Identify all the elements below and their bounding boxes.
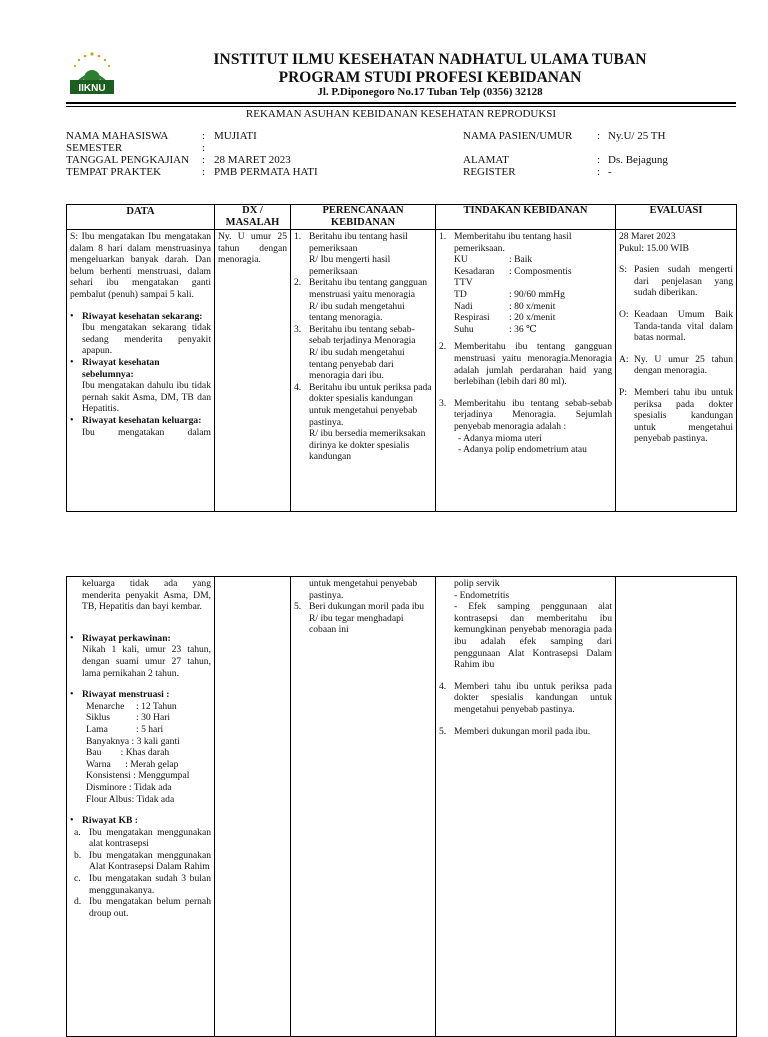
list-item xyxy=(439,681,612,716)
tanggal-value: 28 MARET 2023 xyxy=(214,154,291,166)
vital-value: : Baik xyxy=(509,254,533,266)
eval-s xyxy=(619,264,733,299)
list-item xyxy=(294,324,432,382)
riwayat-menstruasi-title: • Riwayat menstruasi : xyxy=(82,689,170,701)
action-cell xyxy=(436,230,616,512)
vital-value: : 90/60 mmHg xyxy=(509,288,565,300)
item-number: 2. xyxy=(294,277,302,289)
riwayat-sekarang-title: • Riwayat kesehatan sekarang: xyxy=(82,310,203,322)
vital-row xyxy=(454,277,612,289)
plan-cell xyxy=(291,577,436,1037)
list-item xyxy=(70,689,211,805)
plan-list xyxy=(291,230,435,511)
list-item xyxy=(70,415,211,438)
action-text: Memberitahu ibu tentang hasil pemeriksaan. xyxy=(454,231,572,254)
evaluation-cell xyxy=(616,577,737,1037)
kb-text: Ibu mengatakan belum pernah droup out. xyxy=(89,896,211,919)
plan-cell xyxy=(291,230,436,512)
plan-text: Beritahu ibu tentang sebab-sebab terjadinya Menoragia xyxy=(309,323,416,347)
vital-row xyxy=(454,254,612,266)
col-header-perencanaan: PERENCANAAN KEBIDANAN xyxy=(291,205,436,230)
menstruasi-value: : 5 hari xyxy=(136,723,164,735)
riwayat-sekarang-text: Ibu mengatakan sekarang tidak sedang menderita penyakit apapun. xyxy=(82,322,211,357)
action-continued: polip servik xyxy=(454,578,500,589)
kb-text: Ibu mengatakan sudah 3 bulan menggunakanya. xyxy=(89,873,211,896)
item-number: 5. xyxy=(294,601,302,613)
plan-result: R/ ibu bersedia memeriksakan dirinya ke dokter spesialis kandungan xyxy=(309,428,426,463)
list-item xyxy=(439,398,612,433)
vital-value: : 36 ℃ xyxy=(509,323,537,335)
eval-text: Memberi tahu ibu untuk periksa pada dokter spesialis kandungan untuk mengetahui penyebab pastinya. xyxy=(634,386,733,445)
pasien-value: Ny.U/ 25 TH xyxy=(608,130,666,142)
item-number: 1. xyxy=(294,231,302,242)
soap-letter: A: xyxy=(619,353,629,365)
nama-mahasiswa-label: NAMA MAHASISWA xyxy=(66,130,169,142)
register-value: - xyxy=(608,166,612,178)
menstruasi-label: Lama xyxy=(86,723,108,735)
vital-row xyxy=(454,312,612,324)
vital-value: : 20 x/menit xyxy=(509,312,556,324)
item-number: 1. xyxy=(439,231,447,242)
riwayat-sebelumnya-title: • Riwayat kesehatan sebelumnya: xyxy=(82,356,160,380)
eval-text: Keadaan Umum Baik Tanda-tanda vital dalam batas normal. xyxy=(634,308,733,344)
item-number: 4. xyxy=(294,381,302,393)
kb-text: Ibu mengatakan menggunakan Alat Kontrasepsi Dalam Rahim xyxy=(89,849,211,873)
item-letter: d. xyxy=(74,896,82,908)
item-number: 2. xyxy=(439,341,447,353)
eval-a xyxy=(619,354,733,377)
header-rule-thin xyxy=(66,106,736,107)
vital-row xyxy=(454,301,612,313)
riwayat-kb-title: • Riwayat KB : xyxy=(82,815,138,827)
plan-text: Beritahu ibu tentang hasil pemeriksaan xyxy=(309,231,408,254)
dx-cell xyxy=(215,577,291,1037)
plan-result: R/ ibu sudah mengetahui tentang penyebab dari menoragia dari ibu. xyxy=(309,346,405,382)
kb-text: Ibu mengatakan menggunakan alat kontrasepsi xyxy=(89,826,211,850)
list-item xyxy=(70,357,211,415)
menstruasi-line: Disminore : Tidak ada xyxy=(86,781,172,793)
register-label: REGISTER xyxy=(463,166,516,178)
nama-mahasiswa-value: MUJIATI xyxy=(214,130,257,142)
menstruasi-label: Menarche xyxy=(86,700,125,712)
data-cell xyxy=(67,230,215,512)
eval-text: Pasien sudah mengerti dari penjelasan yang sudah diberikan. xyxy=(634,264,733,299)
action-text: Memberitahu ibu tentang sebab-sebab terjadinya Menoragia. Sejumlah penyebab menoragia adalah : xyxy=(454,397,612,432)
table-header-row xyxy=(67,205,737,230)
institution-logo xyxy=(66,50,118,100)
item-number: 3. xyxy=(294,323,302,335)
list-item xyxy=(74,827,211,850)
address: Jl. P.Diponegoro No.17 Tuban Telp (0356) 32128 xyxy=(317,86,543,98)
menstruasi-row xyxy=(82,724,211,736)
list-item xyxy=(439,726,612,738)
menstruasi-row xyxy=(82,712,211,724)
item-letter: a. xyxy=(74,826,81,838)
menstruasi-line: Bau : Khas darah xyxy=(86,747,170,759)
eval-p xyxy=(619,387,733,445)
riwayat-perkawinan-title: • Riwayat perkawinan: xyxy=(82,632,171,644)
item-number: 3. xyxy=(439,397,447,409)
soap-letter: S: xyxy=(619,264,628,276)
riwayat-keluarga-title: • Riwayat kesehatan keluarga: xyxy=(82,414,202,426)
cause-item: - Adanya mioma uteri xyxy=(458,432,542,444)
cause-item: - Efek samping penggunaan alat kontrasepsi dan memberitahu ibu kemungkinan penyebab menoragia pada ibu adalah efek samping dari penggunaan Alat Kontrasepsi Dalam Rahim ibu xyxy=(454,601,612,671)
document-title: REKAMAN ASUHAN KEBIDANAN KESEHATAN REPRODUKSI xyxy=(245,108,557,120)
item-letter: b. xyxy=(74,849,82,861)
col-header-data: DATA xyxy=(67,205,215,230)
list-item xyxy=(294,601,432,613)
menstruasi-line: Banyaknya : 3 kali ganti xyxy=(86,735,180,747)
list-item xyxy=(74,873,211,896)
soap-letter: O: xyxy=(619,308,629,320)
plan-text: Beritahu ibu untuk periksa pada dokter spesialis kandungan untuk mengetahui penyebab pastinya. xyxy=(309,381,432,428)
tempat-label: TEMPAT PRAKTEK xyxy=(66,166,162,178)
action-text: Memberi dukungan moril pada ibu. xyxy=(454,725,591,737)
list-item xyxy=(74,850,211,873)
eval-o xyxy=(619,309,733,344)
riwayat-sebelumnya-text: Ibu mengatakan dahulu ibu tidak pernah sakit Asma, DM, TB dan Hepatitis. xyxy=(82,380,211,415)
vital-value: : Composmentis xyxy=(509,265,572,277)
colon: : xyxy=(597,166,601,178)
eval-time: Pukul: 15.00 WIB xyxy=(619,242,689,254)
list-item xyxy=(294,382,432,463)
vital-row xyxy=(454,324,612,336)
col-header-evaluasi: EVALUASI xyxy=(616,205,737,230)
vital-value: : 80 x/menit xyxy=(509,300,556,312)
plan-continued: untuk mengetahui penyebab pastinya. xyxy=(309,578,418,601)
colon: : xyxy=(202,154,206,166)
plan-result: R/ Ibu mengerti hasil pemeriksaan xyxy=(309,254,391,277)
eval-text: Ny. U umur 25 tahun dengan menoragia. xyxy=(634,353,733,377)
institution-name: INSTITUT ILMU KESEHATAN NADHATUL ULAMA TUBAN xyxy=(213,51,647,68)
subjective-text: S: Ibu mengatakan Ibu mengatakan dalam 8 hari dalam menstruasinya mengeluarkan banyak darah. Dan belum berhenti menstruasi, dalam sehari ibu mengatakan ganti pembalut (penuh) sampai 5 kali. xyxy=(70,231,211,300)
eval-date: 28 Maret 2023 xyxy=(619,231,676,242)
menstruasi-lines xyxy=(82,736,211,806)
action-cell xyxy=(436,577,616,1037)
table-row xyxy=(67,577,737,1037)
kb-list xyxy=(70,827,211,920)
cause-item: - Adanya polip endometrium atau xyxy=(458,444,587,456)
menstruasi-row xyxy=(82,701,211,713)
riwayat-keluarga-text: Ibu mengatakan dalam xyxy=(82,426,211,438)
item-number: 4. xyxy=(439,680,447,692)
list-item xyxy=(70,633,211,679)
alamat-value: Ds. Bejagung xyxy=(608,154,668,166)
logo-text: IIKNU xyxy=(78,83,106,94)
menstruasi-line: Konsistensi : Menggumpal xyxy=(86,770,190,782)
vital-label: TTV xyxy=(454,277,473,289)
action-text: Memberitahu ibu tentang gangguan menstruasi yaitu menoragia.Menoragia adalah jumlah perdarahan haid yang berlebihan (lebih dari 80 ml). xyxy=(454,341,612,388)
list-item xyxy=(294,231,432,277)
colon: : xyxy=(597,130,601,142)
vital-signs xyxy=(439,254,612,335)
menstruasi-line: Warna : Merah gelap xyxy=(86,758,179,770)
menstruasi-value: : 30 Hari xyxy=(136,712,171,724)
item-number: 5. xyxy=(439,725,447,737)
list-item xyxy=(439,231,612,254)
pasien-label: NAMA PASIEN/UMUR xyxy=(463,130,573,142)
dx-cell xyxy=(215,230,291,512)
vital-row xyxy=(454,289,612,301)
care-record-table-continued xyxy=(66,576,737,1037)
vital-label: Suhu xyxy=(454,323,474,335)
list-item xyxy=(74,896,211,919)
menstruasi-value: : 12 Tahun xyxy=(136,700,177,712)
colon: : xyxy=(597,154,601,166)
plan-text: Beritahu ibu tentang gangguan menstruasi yaitu menoragia xyxy=(309,277,428,300)
list-item xyxy=(70,815,211,827)
data-cell xyxy=(67,577,215,1037)
tanggal-label: TANGGAL PENGKAJIAN xyxy=(66,154,190,166)
vital-label: Respirasi xyxy=(454,312,490,324)
header-rule xyxy=(66,102,736,104)
soap-letter: P: xyxy=(619,386,628,398)
colon: : xyxy=(202,166,206,178)
plan-result: R/ ibu sudah mengetahui tentang menoragia. xyxy=(309,300,405,324)
program-name: PROGRAM STUDI PROFESI KEBIDANAN xyxy=(278,69,582,86)
list-item xyxy=(439,341,612,387)
cause-item: - Endometritis xyxy=(454,589,510,601)
plan-result: R/ ibu tegar menghadapi cobaan ini xyxy=(309,612,404,636)
list-item xyxy=(70,311,211,357)
table-row xyxy=(67,230,737,512)
vital-label: KU xyxy=(454,254,468,266)
vital-row xyxy=(454,266,612,278)
colon: : xyxy=(202,130,206,142)
semester-label: SEMESTER xyxy=(66,142,123,154)
vital-label: Kesadaran xyxy=(454,265,495,277)
plan-text: Beri dukungan moril pada ibu xyxy=(309,601,425,613)
tempat-value: PMB PERMATA HATI xyxy=(214,166,318,178)
riwayat-keluarga-continued: keluarga tidak ada yang menderita penyakit Asma, DM, TB, Hepatitis dan bayi kembar. xyxy=(82,578,211,613)
col-header-dx: DX / MASALAH xyxy=(215,205,291,230)
item-letter: c. xyxy=(74,873,81,885)
care-record-table xyxy=(66,204,737,512)
evaluation-cell xyxy=(616,230,737,512)
menstruasi-label: Siklus xyxy=(86,712,110,724)
vital-label: Nadi xyxy=(454,300,473,312)
alamat-label: ALAMAT xyxy=(463,154,509,166)
menstruasi-rows xyxy=(82,701,211,736)
vital-label: TD xyxy=(454,288,467,300)
menstruasi-line: Flour Albus: Tidak ada xyxy=(86,793,175,805)
col-header-tindakan: TINDAKAN KEBIDANAN xyxy=(436,205,616,230)
colon: : xyxy=(202,142,206,154)
riwayat-perkawinan-text: Nikah 1 kali, umur 23 tahun, dengan suami umur 27 tahun, lama pernikahan 2 tahun. xyxy=(82,644,211,679)
list-item xyxy=(294,277,432,323)
action-text: Memberi tahu ibu untuk periksa pada dokter spesialis kandungan untuk mengetahui penyebab pastinya. xyxy=(454,680,612,715)
diagnosis-text: Ny. U umur 25 tahun dengan menoragia. xyxy=(218,231,287,266)
